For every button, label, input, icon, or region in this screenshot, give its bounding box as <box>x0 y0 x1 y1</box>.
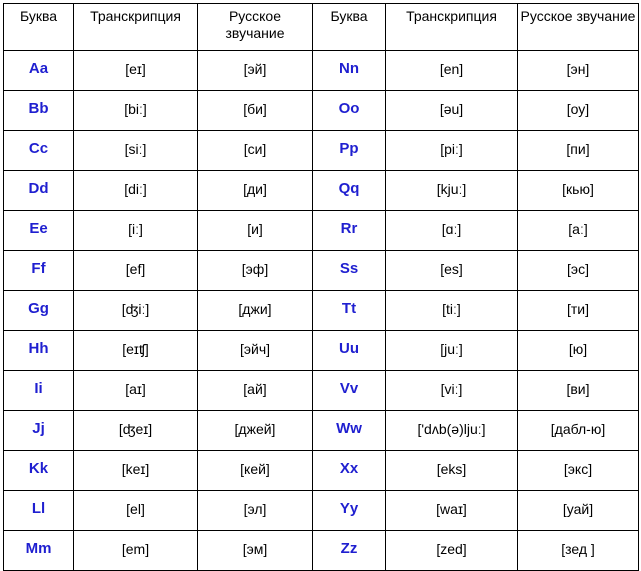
transcription-cell: [zed] <box>386 531 518 571</box>
transcription-cell: [keɪ] <box>74 451 198 491</box>
alphabet-table <box>3 3 639 571</box>
header-letter-label-2: Буква <box>330 8 368 24</box>
letter-cell: Tt <box>313 291 386 331</box>
transcription-cell: [siː] <box>74 131 198 171</box>
table-row <box>4 411 639 451</box>
transcription-cell: [aɪ] <box>74 371 198 411</box>
header-russian <box>198 4 313 51</box>
letter-cell: Uu <box>313 331 386 371</box>
letter-cell: Jj <box>4 411 74 451</box>
letter-cell: Xx <box>313 451 386 491</box>
header-transcription-label-2: Транскрипция <box>406 8 497 24</box>
russian-sound-cell: [зед ] <box>518 531 639 571</box>
transcription-cell: [eks] <box>386 451 518 491</box>
header-transcription-2 <box>386 4 518 51</box>
table-row <box>4 211 639 251</box>
russian-sound-cell: [ти] <box>518 291 639 331</box>
russian-sound-cell: [эй] <box>198 51 313 91</box>
russian-sound-cell: [оу] <box>518 91 639 131</box>
transcription-cell: [em] <box>74 531 198 571</box>
letter-cell: Zz <box>313 531 386 571</box>
header-russian-2 <box>518 4 639 51</box>
table-row <box>4 451 639 491</box>
header-russian-label-2: Русское звучание <box>520 8 636 24</box>
transcription-cell: [biː] <box>74 91 198 131</box>
russian-sound-cell: [пи] <box>518 131 639 171</box>
letter-cell: Aa <box>4 51 74 91</box>
russian-sound-cell: [аː] <box>518 211 639 251</box>
letter-cell: Vv <box>313 371 386 411</box>
header-transcription <box>74 4 198 51</box>
transcription-cell: ['dʌb(ə)ljuː] <box>386 411 518 451</box>
russian-sound-cell: [эйч] <box>198 331 313 371</box>
letter-cell: Ll <box>4 491 74 531</box>
russian-sound-cell: [эс] <box>518 251 639 291</box>
header-letter-label: Буква <box>19 8 58 24</box>
letter-cell: Ss <box>313 251 386 291</box>
russian-sound-cell: [джи] <box>198 291 313 331</box>
letter-cell: Ii <box>4 371 74 411</box>
table-row <box>4 51 639 91</box>
table-row <box>4 91 639 131</box>
table-row <box>4 531 639 571</box>
russian-sound-cell: [би] <box>198 91 313 131</box>
russian-sound-cell: [уай] <box>518 491 639 531</box>
letter-cell: Qq <box>313 171 386 211</box>
transcription-cell: [viː] <box>386 371 518 411</box>
transcription-cell: [waɪ] <box>386 491 518 531</box>
table-body <box>4 51 639 571</box>
alphabet-sheet <box>3 3 638 557</box>
transcription-cell: [es] <box>386 251 518 291</box>
letter-cell: Ff <box>4 251 74 291</box>
russian-sound-cell: [эн] <box>518 51 639 91</box>
letter-cell: Ee <box>4 211 74 251</box>
table-row <box>4 171 639 211</box>
transcription-cell: [en] <box>386 51 518 91</box>
letter-cell: Yy <box>313 491 386 531</box>
header-russian-label: Русское звучание <box>225 8 285 41</box>
russian-sound-cell: [ай] <box>198 371 313 411</box>
russian-sound-cell: [ди] <box>198 171 313 211</box>
transcription-cell: [piː] <box>386 131 518 171</box>
header-letter-2 <box>313 4 386 51</box>
transcription-cell: [el] <box>74 491 198 531</box>
transcription-cell: [kjuː] <box>386 171 518 211</box>
russian-sound-cell: [си] <box>198 131 313 171</box>
russian-sound-cell: [эм] <box>198 531 313 571</box>
transcription-cell: [juː] <box>386 331 518 371</box>
russian-sound-cell: [ю] <box>518 331 639 371</box>
russian-sound-cell: [эл] <box>198 491 313 531</box>
letter-cell: Pp <box>313 131 386 171</box>
header-transcription-label: Транскрипция <box>90 8 181 24</box>
letter-cell: Rr <box>313 211 386 251</box>
russian-sound-cell: [дабл-ю] <box>518 411 639 451</box>
letter-cell: Gg <box>4 291 74 331</box>
russian-sound-cell: [ви] <box>518 371 639 411</box>
table-row <box>4 131 639 171</box>
header-letter <box>4 4 74 51</box>
letter-cell: Hh <box>4 331 74 371</box>
table-row <box>4 371 639 411</box>
letter-cell: Bb <box>4 91 74 131</box>
table-row <box>4 251 639 291</box>
transcription-cell: [eɪ] <box>74 51 198 91</box>
table-row <box>4 291 639 331</box>
letter-cell: Cc <box>4 131 74 171</box>
russian-sound-cell: [и] <box>198 211 313 251</box>
table-header <box>4 4 639 51</box>
transcription-cell: [iː] <box>74 211 198 251</box>
russian-sound-cell: [эф] <box>198 251 313 291</box>
header-row <box>4 4 639 51</box>
letter-cell: Oo <box>313 91 386 131</box>
russian-sound-cell: [экс] <box>518 451 639 491</box>
table-row <box>4 491 639 531</box>
letter-cell: Dd <box>4 171 74 211</box>
letter-cell: Nn <box>313 51 386 91</box>
letter-cell: Ww <box>313 411 386 451</box>
russian-sound-cell: [кей] <box>198 451 313 491</box>
transcription-cell: [diː] <box>74 171 198 211</box>
table-row <box>4 331 639 371</box>
transcription-cell: [ʤeɪ] <box>74 411 198 451</box>
transcription-cell: [tiː] <box>386 291 518 331</box>
transcription-cell: [eɪʧ] <box>74 331 198 371</box>
russian-sound-cell: [кью] <box>518 171 639 211</box>
letter-cell: Mm <box>4 531 74 571</box>
transcription-cell: [ʤiː] <box>74 291 198 331</box>
transcription-cell: [əu] <box>386 91 518 131</box>
transcription-cell: [ef] <box>74 251 198 291</box>
transcription-cell: [ɑː] <box>386 211 518 251</box>
letter-cell: Kk <box>4 451 74 491</box>
russian-sound-cell: [джей] <box>198 411 313 451</box>
